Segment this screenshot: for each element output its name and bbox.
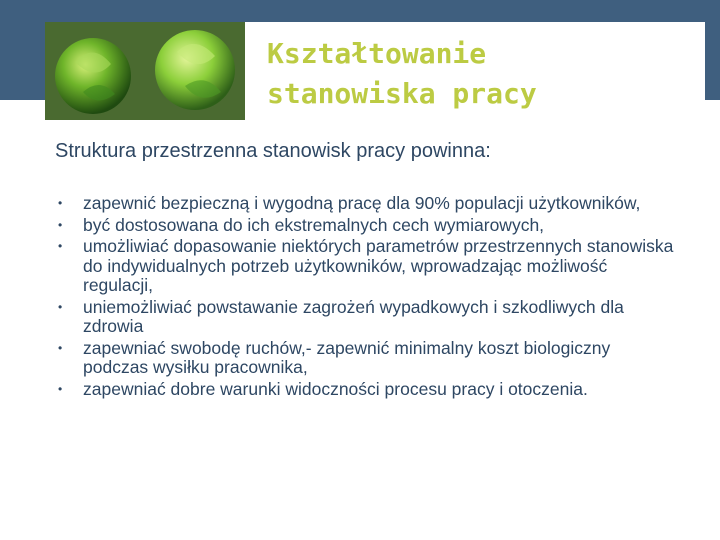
bullet-text: być dostosowana do ich ekstremalnych cech wymiarowych, [83, 214, 545, 235]
bullet-mark: • [58, 340, 63, 355]
bullet-text: zapewniać dobre warunki widoczności procesu pracy i otoczenia. [83, 378, 588, 399]
title-box [45, 22, 705, 120]
bullet-text: umożliwiać dopasowanie niektórych parametrów przestrzennych stanowiska do indywidualnych potrzeb użytkowników, wprowadzając możliwość regulacji, [83, 236, 674, 295]
green-leaf-spheres-image [45, 22, 245, 120]
bullet-text: uniemożliwiać powstawanie zagrożeń wypadkowych i szkodliwych dla zdrowia [83, 296, 624, 336]
bullet-item [55, 194, 675, 214]
slide-title [267, 34, 687, 114]
sphere-left [55, 38, 131, 114]
slide-title-line-1: Kształtowanie [267, 37, 487, 70]
leaf-spheres-graphic [45, 22, 245, 120]
bullet-mark: • [58, 217, 63, 232]
bullet-item [55, 237, 675, 296]
bullet-mark: • [58, 299, 63, 314]
bullet-item [55, 380, 675, 400]
bullet-mark: • [58, 196, 63, 210]
bullet-list [55, 194, 675, 401]
bullet-item [55, 298, 675, 337]
bullet-item [55, 216, 675, 236]
slide-title-line-2: stanowiska pracy [267, 77, 537, 110]
bullet-mark: • [58, 239, 63, 253]
bullet-text: zapewniać swobodę ruchów,- zapewnić minimalny koszt biologiczny podczas wysiłku pracownika, [83, 337, 611, 377]
bullet-text: zapewnić bezpieczną i wygodną pracę dla 90% populacji użytkowników, [83, 193, 641, 213]
bullet-mark: • [58, 381, 63, 396]
sphere-right [155, 30, 235, 110]
bullet-item [55, 339, 675, 378]
slide-subtitle: Struktura przestrzenna stanowisk pracy powinna: [55, 140, 491, 162]
